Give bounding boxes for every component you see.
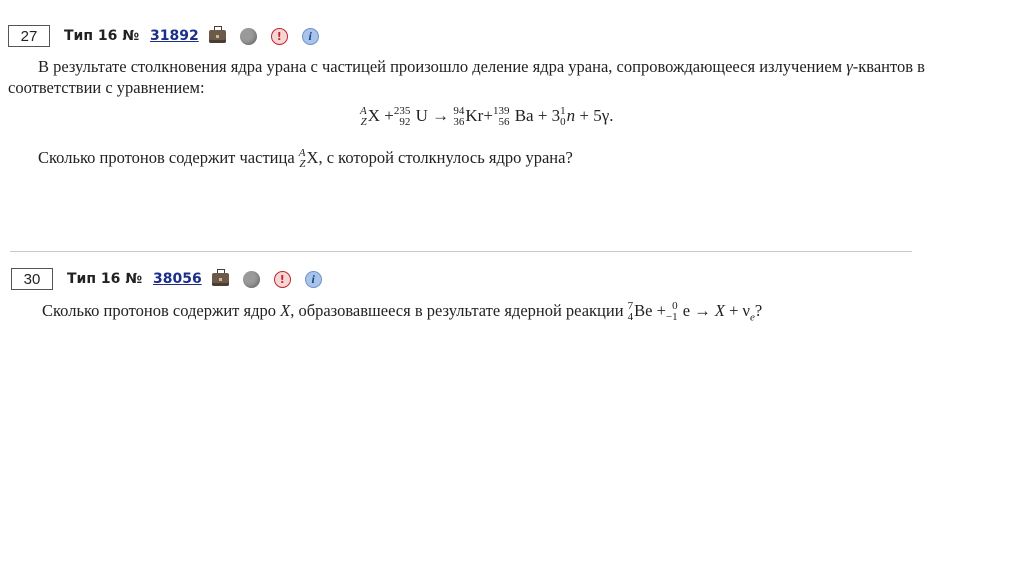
gamma-term: 5γ.: [593, 106, 614, 125]
ba-isotope-indices: 139 56: [492, 105, 510, 129]
status-circle-icon[interactable]: [243, 271, 260, 288]
task-header: [8, 25, 333, 47]
x-symbol: X: [367, 106, 381, 125]
task-id-link[interactable]: 38056: [152, 271, 202, 287]
question-mark: ?: [754, 301, 763, 320]
question-text-line1: [38, 56, 925, 77]
info-icon[interactable]: i: [302, 28, 319, 45]
e-isotope-indices: 0 −1: [665, 300, 678, 324]
question-text: -квантов в: [852, 57, 925, 76]
task-header: [11, 268, 336, 290]
task-id-link[interactable]: 31892: [149, 28, 199, 44]
task-number-box: 30: [11, 268, 53, 290]
be-isotope-indices: 7 4: [627, 300, 634, 324]
question-text: , образовавшееся в результате ядерной реакции: [290, 301, 624, 320]
x-symbol-inline: X: [306, 148, 319, 167]
info-icon[interactable]: i: [305, 271, 322, 288]
neutrino-symbol: ν: [742, 301, 750, 320]
question-text: Сколько протонов содержит частица: [38, 148, 295, 167]
kr-symbol: Kr: [465, 106, 484, 125]
u-symbol: U: [415, 106, 428, 125]
briefcase-icon[interactable]: [209, 30, 226, 43]
question-text-line1: Сколько протонов содержит ядро X, образовавшееся в результате ядерной реакции 7 4 Be + 0 −1 $e \to X + \nu_e$?: [42, 300, 763, 324]
u-isotope-indices: 235 92: [393, 105, 411, 129]
nuclear-equation: A Z X + 235 92 U → 94 36 Kr+ 139 56 Ba + 3 1 0 n + 5γ.: [360, 105, 614, 129]
task-type-label: Тип 16 №: [67, 271, 147, 287]
neutron-symbol: n: [566, 106, 576, 125]
product-symbol: X: [714, 301, 725, 320]
question-text: В результате столкновения ядра урана с частицей произошло деление ядра урана, сопровождающееся излучением: [38, 57, 843, 76]
be-symbol: Be: [634, 301, 653, 320]
question-text-line2: соответствии с уравнением:: [8, 78, 205, 97]
question-text: Сколько протонов содержит ядро: [42, 301, 276, 320]
ba-symbol: Ba: [514, 106, 534, 125]
x-isotope-indices: A Z: [360, 105, 367, 129]
report-error-icon[interactable]: !: [271, 28, 288, 45]
task-type-label: Тип 16 №: [64, 28, 144, 44]
task-divider: [10, 251, 912, 252]
status-circle-icon[interactable]: [240, 28, 257, 45]
kr-isotope-indices: 94 36: [453, 105, 465, 129]
neutrino-subscript: e: [749, 311, 755, 324]
nucleus-symbol: X: [280, 301, 291, 320]
report-error-icon[interactable]: !: [274, 271, 291, 288]
x-isotope-indices-inline: A Z: [298, 147, 306, 171]
n-isotope-indices: 1 0: [560, 105, 566, 129]
neutron-coefficient: 3: [551, 106, 561, 125]
briefcase-icon[interactable]: [212, 273, 229, 286]
electron-symbol: e: [682, 301, 691, 320]
question-text-line3: [38, 147, 573, 170]
task-number-box: 27: [8, 25, 50, 47]
gamma-symbol: γ: [846, 57, 853, 76]
question-text: , с которой столкнулось ядро урана?: [318, 148, 573, 167]
